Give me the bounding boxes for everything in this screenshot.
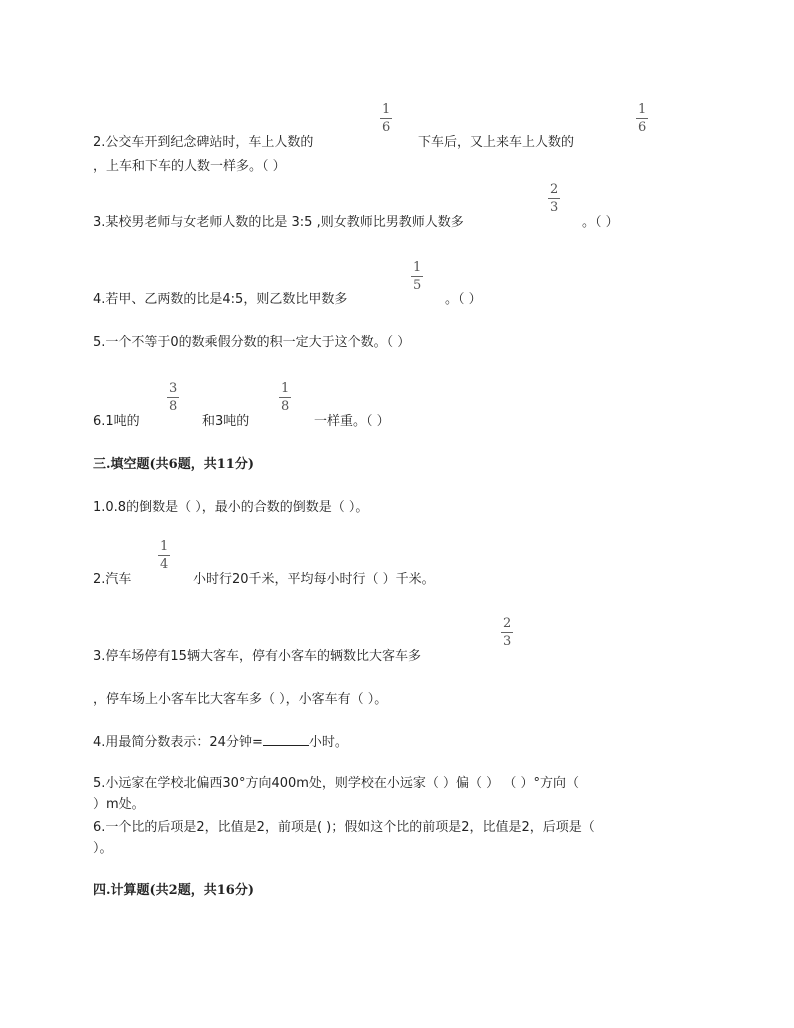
fill-q3-text-b: ，停车场上小客车比大客车多（ ），小客车有（ ）。: [93, 692, 388, 707]
fill-q2-text-b: 小时行20千米，平均每小时行（ ）千米。: [193, 572, 435, 587]
fill-q5-text-a: 5.小远家在学校北偏西30°方向400m处，则学校在小远家（ ）偏（ ） （ ）°方向（: [93, 776, 579, 791]
judge-q4-text-b: 。（ ）: [445, 292, 482, 307]
judge-q4-text-a: 4.若甲、乙两数的比是4:5，则乙数比甲数多: [93, 292, 348, 307]
fraction-three-eighths: 3 8: [169, 381, 178, 414]
fill-q3-text-a: 3.停车场停有15辆大客车，停有小客车的辆数比大客车多: [93, 649, 421, 664]
fraction-two-thirds: 2 3: [503, 616, 512, 649]
fraction-one-fifth: 1 5: [413, 260, 422, 293]
judge-q2-text-c: ，上车和下车的人数一样多。（ ）: [93, 159, 286, 174]
fraction-one-eighth: 1 8: [281, 381, 290, 414]
fill-q1-text: 1.0.8的倒数是（ ），最小的合数的倒数是（ ）。: [93, 500, 369, 515]
fill-q4-text-b: 小时。: [308, 735, 348, 750]
section-title-calculation: 四.计算题(共2题，共16分): [93, 883, 254, 898]
fill-q4-text: [93, 731, 348, 750]
judge-q5-text: 5.一个不等于0的数乘假分数的积一定大于这个数。（ ）: [93, 335, 411, 350]
fill-q6-text-b: ）。: [93, 841, 113, 856]
fraction-one-sixth: 1 6: [382, 102, 391, 135]
judge-q3-text-a: 3.某校男老师与女老师人数的比是 3:5 ,则女教师比男教师人数多: [93, 215, 464, 230]
section-title-fill-in: 三.填空题(共6题，共11分): [93, 457, 254, 472]
fraction-one-sixth: 1 6: [638, 102, 647, 135]
fraction-two-thirds: 2 3: [550, 182, 559, 215]
fill-q6-text-a: 6.一个比的后项是2，比值是2，前项是( )；假如这个比的前项是2，比值是2，后项是（: [93, 820, 595, 835]
fill-q4-text-a: 4.用最简分数表示：24分钟=: [93, 735, 263, 750]
judge-q6-text-b: 和3吨的: [202, 414, 250, 429]
judge-q2-text-a: 2.公交车开到纪念碑站时，车上人数的: [93, 135, 314, 150]
judge-q2-text-b: 下车后，又上来车上人数的: [418, 135, 575, 150]
fraction-one-quarter: 1 4: [160, 539, 169, 572]
fill-q2-text-a: 2.汽车: [93, 572, 132, 587]
judge-q6-text-a: 6.1吨的: [93, 414, 140, 429]
judge-q3-text-b: 。（ ）: [582, 215, 619, 230]
answer-blank[interactable]: [263, 733, 309, 746]
fill-q5-text-b: ）m处。: [93, 797, 145, 812]
judge-q6-text-c: 一样重。（ ）: [314, 414, 390, 429]
